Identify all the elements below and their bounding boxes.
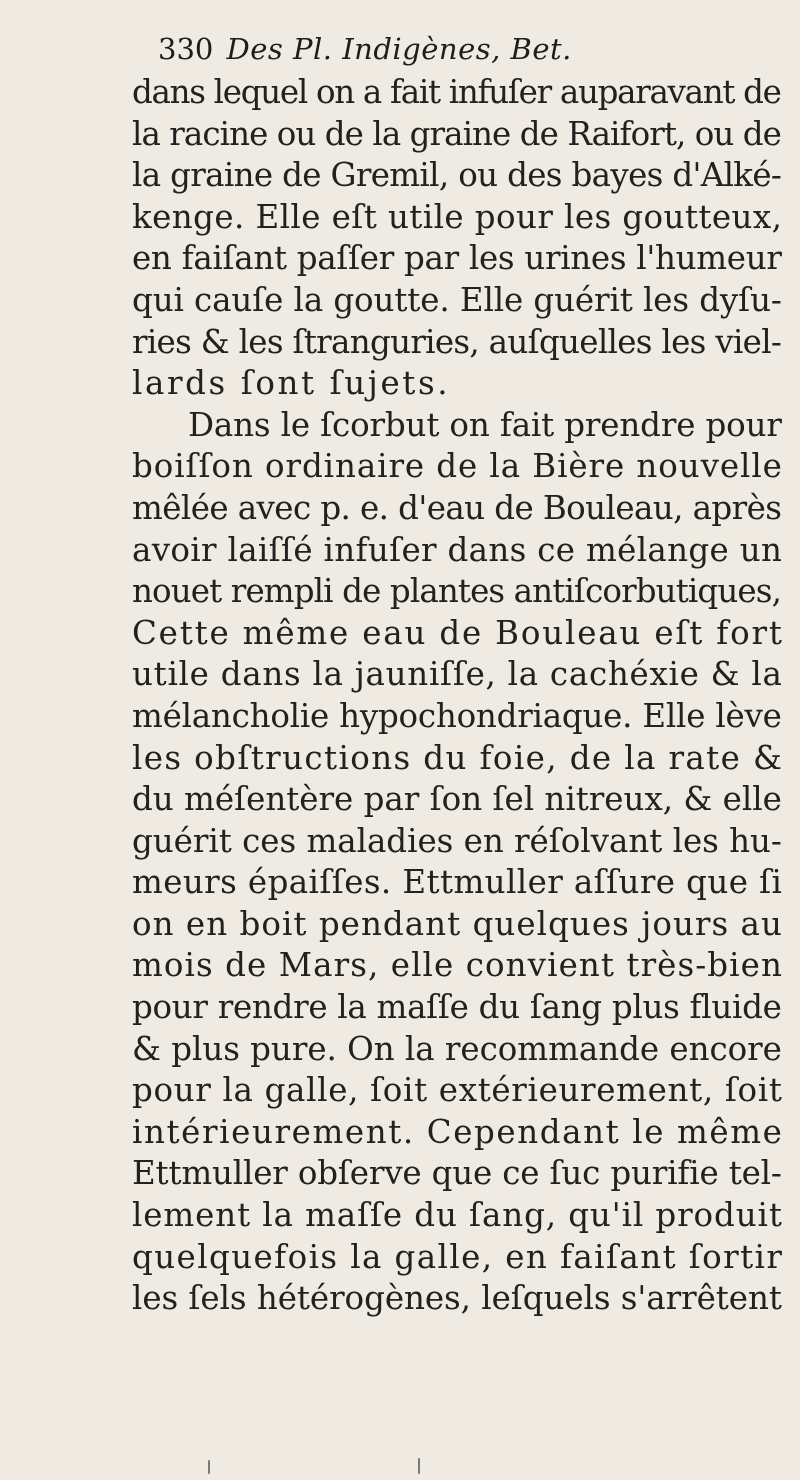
text-line: quelquefois la galle, en faiſant ſortir — [132, 1237, 784, 1276]
running-title: Des Pl. Indigènes, Bet. — [226, 32, 572, 66]
text-line: du méſentère par ſon ſel nitreux, & elle — [132, 780, 782, 819]
text-line: qui cauſe la goutte. Elle guérit les dyſu- — [132, 280, 782, 319]
text-line: dans lequel on a fait infuſer auparavant de — [132, 73, 781, 111]
text-line: meurs épaiſſes. Ettmuller aſſure que ſi — [132, 863, 783, 902]
text-line: Dans le ſcorbut on fait prendre pour — [188, 405, 782, 444]
text-line: la graine de Gremil, ou des bayes d'Alké- — [132, 156, 782, 195]
text-line: intérieurement. Cependant le même — [132, 1112, 784, 1151]
margin-mark — [208, 1460, 210, 1474]
text-line: kenge. Elle eſt utile pour les goutteux, — [132, 197, 783, 236]
text-line: boiſſon ordinaire de la Bière nouvelle — [132, 447, 783, 486]
text-line: utile dans la jauniſſe, la cachéxie & la — [132, 655, 783, 694]
text-line: & plus pure. On la recommande encore — [132, 1029, 782, 1068]
text-line: la racine ou de la graine de Raifort, ou de — [132, 114, 781, 153]
margin-mark — [418, 1458, 420, 1474]
text-line: mois de Mars, elle convient très-bien — [132, 946, 783, 985]
text-line: les ſels hétérogènes, leſquels s'arrêtent — [132, 1279, 782, 1318]
text-line: mélancholie hypochondriaque. Elle lève — [132, 696, 782, 735]
text-line: en faiſant paſſer par les urines l'humeur — [132, 239, 782, 278]
text-line: guérit ces maladies en réſolvant les hu- — [132, 821, 782, 860]
text-line: on en boit pendant quelques jours au — [132, 904, 783, 943]
text-line: nouet rempli de plantes antiſcorbutiques, — [132, 572, 782, 611]
text-line: pour la galle, ſoit extérieurement, ſoit — [132, 1071, 783, 1110]
text-line: pour rendre la maſſe du ſang plus fluide — [132, 988, 782, 1027]
text-line: Cette même eau de Bouleau eſt fort — [132, 613, 784, 652]
text-line: les obſtructions du foie, de la rate & — [132, 738, 784, 777]
text-line: ries & les ſtranguries, auſquelles les viel- — [132, 322, 782, 361]
text-line: lards ſont ſujets. — [132, 364, 451, 403]
page-number: 330 — [158, 32, 214, 66]
text-line: Ettmuller obſerve que ce ſuc purifie tel- — [132, 1154, 782, 1193]
text-line: mêlée avec p. e. d'eau de Bouleau, après — [132, 488, 782, 527]
text-line: lement la maſſe du ſang, qu'il produit — [132, 1196, 783, 1235]
body-text — [132, 72, 792, 1320]
text-line: avoir laiſſé infuſer dans ce mélange un — [132, 530, 783, 569]
